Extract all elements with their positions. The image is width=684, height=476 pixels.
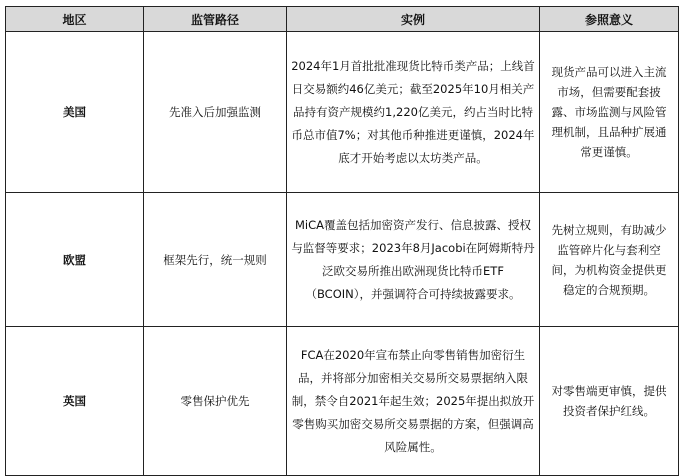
path-cell: 框架先行，统一规则 [144, 193, 287, 327]
header-path: 监管路径 [144, 7, 287, 32]
table-row [6, 327, 679, 476]
meaning-cell: 对零售端更审慎，提供投资者保护红线。 [540, 327, 679, 476]
meaning-cell: 现货产品可以进入主流市场，但需要配套披露、市场监测与风险管理机制，且品种扩展通常更谨慎。 [540, 32, 679, 193]
path-cell: 零售保护优先 [144, 327, 287, 476]
header-row [6, 7, 679, 32]
header-example: 实例 [287, 7, 540, 32]
path-cell: 先准入后加强监测 [144, 32, 287, 193]
meaning-cell: 先树立规则，有助减少监管碎片化与套利空间，为机构资金提供更稳定的合规预期。 [540, 193, 679, 327]
header-meaning: 参照意义 [540, 7, 679, 32]
region-cell: 美国 [6, 32, 144, 193]
region-cell: 英国 [6, 327, 144, 476]
region-cell: 欧盟 [6, 193, 144, 327]
table-row [6, 193, 679, 327]
example-cell: 2024年1月首批批准现货比特币类产品；上线首日交易额约46亿美元；截至2025年10月相关产品持有资产规模约1,220亿美元，约占当时比特币总市值7%；对其他币种推进更谨慎，2024年底才开始考虑以太坊类产品。 [287, 32, 540, 193]
example-cell: MiCA覆盖包括加密资产发行、信息披露、授权与监督等要求；2023年8月Jacobi在阿姆斯特丹泛欧交易所推出欧洲现货比特币ETF（BCOIN），并强调符合可持续披露要求。 [287, 193, 540, 327]
regulation-comparison-table [5, 6, 679, 476]
table-row [6, 32, 679, 193]
example-cell: FCA在2020年宣布禁止向零售销售加密衍生品，并将部分加密相关交易所交易票据纳入限制，禁令自2021年起生效；2025年提出拟放开零售购买加密交易所交易票据的方案，但强调高风险属性。 [287, 327, 540, 476]
header-region: 地区 [6, 7, 144, 32]
